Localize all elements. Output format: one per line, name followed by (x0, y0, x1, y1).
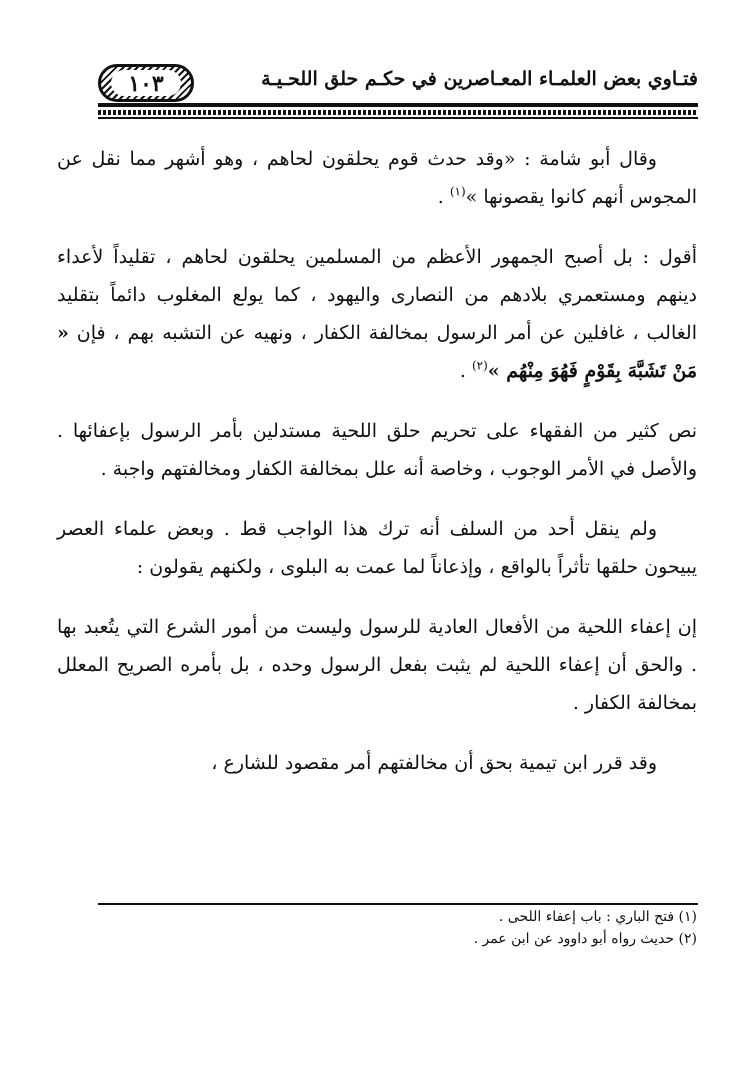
running-title: فتـاوي بعض العلمـاء المعـاصرين في حكـم حلق اللحـيـة (261, 68, 698, 90)
paragraph-ifaa (57, 608, 697, 722)
footnote-ref: (١) (449, 184, 466, 199)
paragraph-aqool (57, 238, 697, 390)
paragraph-text: إن إعفاء اللحية من الأفعال العادية للرسول وليست من أمور الشرع التي يتُعبد بها . والحق أن إعفاء اللحية لم يثبت بفعل الرسول وحده ، بل بأمره الصريح المعلل بمخالفة الكفار . (57, 616, 697, 714)
paragraph-text: نص كثير من الفقهاء على تحريم حلق اللحية مستدلين بأمر الرسول بإعفائها . والأصل في الأمر الوجوب ، وخاصة أنه علل بمخالفة الكفار ومخالفتهم واجبة . (57, 420, 697, 480)
paragraph-salaf (57, 510, 697, 586)
footnote-rule (98, 903, 698, 905)
footnote-1: (١) فتح الباري : باب إعفاء اللحى . (498, 909, 697, 925)
paragraph-fuqaha (57, 412, 697, 488)
header-rule-dotted (98, 110, 698, 115)
page-header (98, 56, 698, 118)
page-number: ١٠٣ (111, 70, 181, 96)
footnote-2: (٢) حديث رواه أبو داوود عن ابن عمر . (473, 931, 697, 947)
header-rule-thin (98, 117, 698, 119)
footnote-ref: (٢) (471, 358, 488, 373)
paragraph-abu-shama (57, 140, 697, 216)
hadith-quote: « مَنْ تَشَبَّهَ بِقَوْمٍ فَهُوَ مِنْهُم » (57, 322, 697, 382)
paragraph-text: أقول : بل أصبح الجمهور الأعظم من المسلمين يحلقون لحاهم ، تقليداً لأعداء دينهم ومستعمري بلادهم من النصارى واليهود ، كما يولع المغلوب دائماً بتقليد الغالب ، غافلين عن أمر الرسول بمخالفة الكفار ، ونهيه عن التشبه بهم ، فإن (57, 246, 697, 344)
footnotes (57, 906, 697, 950)
paragraph-text: وقد قرر ابن تيمية بحق أن مخالفتهم أمر مقصود للشارع ، (211, 752, 657, 774)
paragraph-ibn-taymiyya (57, 744, 697, 782)
page-number-badge (98, 64, 194, 102)
header-rule (98, 103, 698, 107)
paragraph-tail: . (437, 186, 450, 208)
paragraph-tail: . (459, 360, 472, 382)
paragraph-text: ولم ينقل أحد من السلف أنه ترك هذا الواجب قط . وبعض علماء العصر يبيحون حلقها تأثراً بالواقع ، وإذعاناً لما عمت به البلوى ، ولكنهم يقولون : (57, 518, 697, 578)
paragraph-text: وقال أبو شامة : «وقد حدث قوم يحلقون لحاهم ، وهو أشهر مما نقل عن المجوس أنهم كانوا يقصونها » (57, 148, 697, 208)
body-text (57, 140, 697, 804)
